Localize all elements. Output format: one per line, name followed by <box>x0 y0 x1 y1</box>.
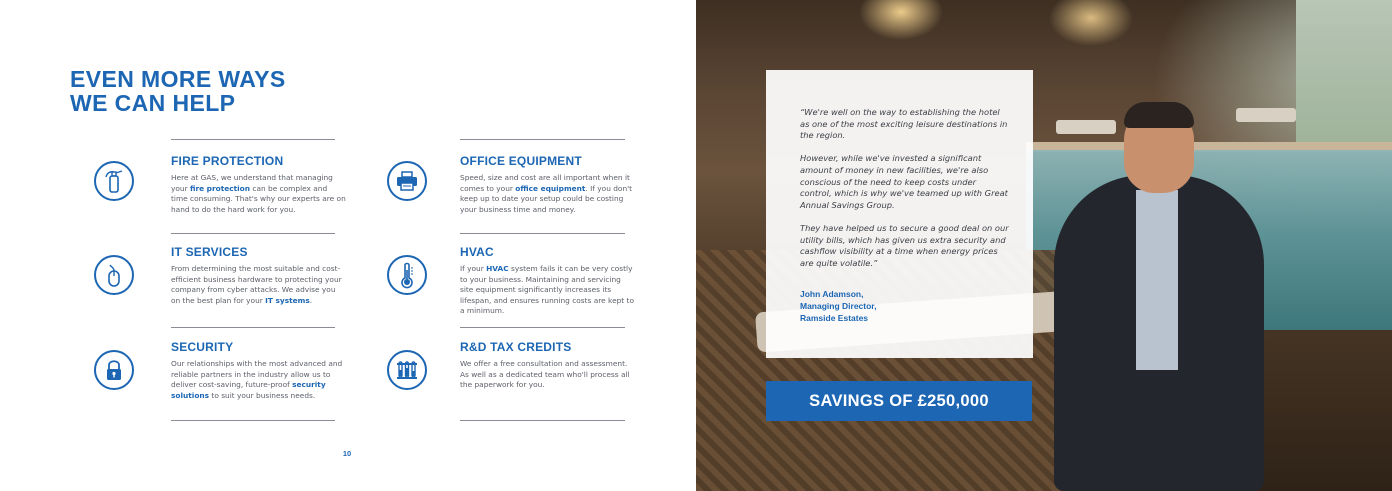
service-title: OFFICE EQUIPMENT <box>460 154 582 168</box>
person-shirt <box>1136 190 1178 370</box>
service-title: R&D TAX CREDITS <box>460 340 572 354</box>
computer-mouse-icon <box>94 255 134 295</box>
service-description: We offer a free consultation and assessment. As well as a dedicated team who'll process all the paperwork for you. <box>460 359 630 390</box>
divider <box>171 233 335 234</box>
thermometer-icon <box>387 255 427 295</box>
testimonial-quote <box>800 107 1010 281</box>
service-title: IT SERVICES <box>171 245 248 259</box>
fire-extinguisher-icon <box>94 161 134 201</box>
divider <box>171 139 335 140</box>
service-security <box>171 340 346 401</box>
service-title: HVAC <box>460 245 494 259</box>
divider <box>460 233 625 234</box>
quote-paragraph-1: “We're well on the way to establishing the hotel as one of the most exciting leisure destinations in the region. <box>800 107 1008 141</box>
testimonial-card <box>766 70 1033 358</box>
quote-paragraph-2: However, while we've invested a significant amount of money in new facilities, we're also conscious of the need to keep costs under control, which is why we've teamed up with Great Annual Savings Group. <box>800 153 1008 210</box>
right-page-photo <box>696 0 1392 491</box>
service-description: From determining the most suitable and cost-efficient business hardware to protecting your company from cyber attacks. We advise you on the best plan for your IT systems. <box>171 264 342 305</box>
lounger <box>1056 120 1116 134</box>
page-title-line-1: EVEN MORE WAYS <box>70 66 286 92</box>
service-title: SECURITY <box>171 340 234 354</box>
service-hvac <box>460 245 635 317</box>
page-title <box>70 67 286 115</box>
author-role: Managing Director, <box>800 301 877 312</box>
divider <box>460 420 625 421</box>
service-description: Here at GAS, we understand that managing your fire protection can be complex and time consuming. That's why our experts are on hand to do the hard work for you. <box>171 173 346 214</box>
person-hair <box>1124 102 1194 128</box>
lounger <box>1236 108 1296 122</box>
divider <box>171 420 335 421</box>
service-fire-protection <box>171 154 346 215</box>
quote-paragraph-3: They have helped us to secure a good deal on our utility bills, which has given us extra security and cashflow visibility at a time when energy prices are quite volatile.” <box>800 222 1009 268</box>
divider <box>460 139 625 140</box>
test-tubes-icon <box>387 350 427 390</box>
service-description: If your HVAC system fails it can be very costly to your business. Maintaining and servicing site equipment significantly increases its lifespan, and ensures running costs are kept to a minimum. <box>460 264 634 316</box>
divider <box>171 327 335 328</box>
author-company: Ramside Estates <box>800 313 869 324</box>
testimonial-author <box>800 288 877 325</box>
background-window <box>1296 0 1392 145</box>
service-description: Our relationships with the most advanced and reliable partners in the industry allow us to deliver cost-saving, future-proof security solutions to suit your business needs. <box>171 359 343 400</box>
printer-icon <box>387 161 427 201</box>
page-number: 10 <box>342 449 352 458</box>
service-rd-tax-credits <box>460 340 635 391</box>
divider <box>460 327 625 328</box>
service-title: FIRE PROTECTION <box>171 154 284 168</box>
savings-banner: SAVINGS OF £250,000 <box>766 381 1032 421</box>
service-it-services <box>171 245 346 306</box>
service-office-equipment <box>460 154 635 215</box>
service-description: Speed, size and cost are all important when it comes to your office equipment. If you don't keep up to date your setup could be costing your business time and money. <box>460 173 633 214</box>
page-title-line-2: WE CAN HELP <box>70 90 236 116</box>
author-name: John Adamson, <box>800 289 864 299</box>
padlock-icon <box>94 350 134 390</box>
